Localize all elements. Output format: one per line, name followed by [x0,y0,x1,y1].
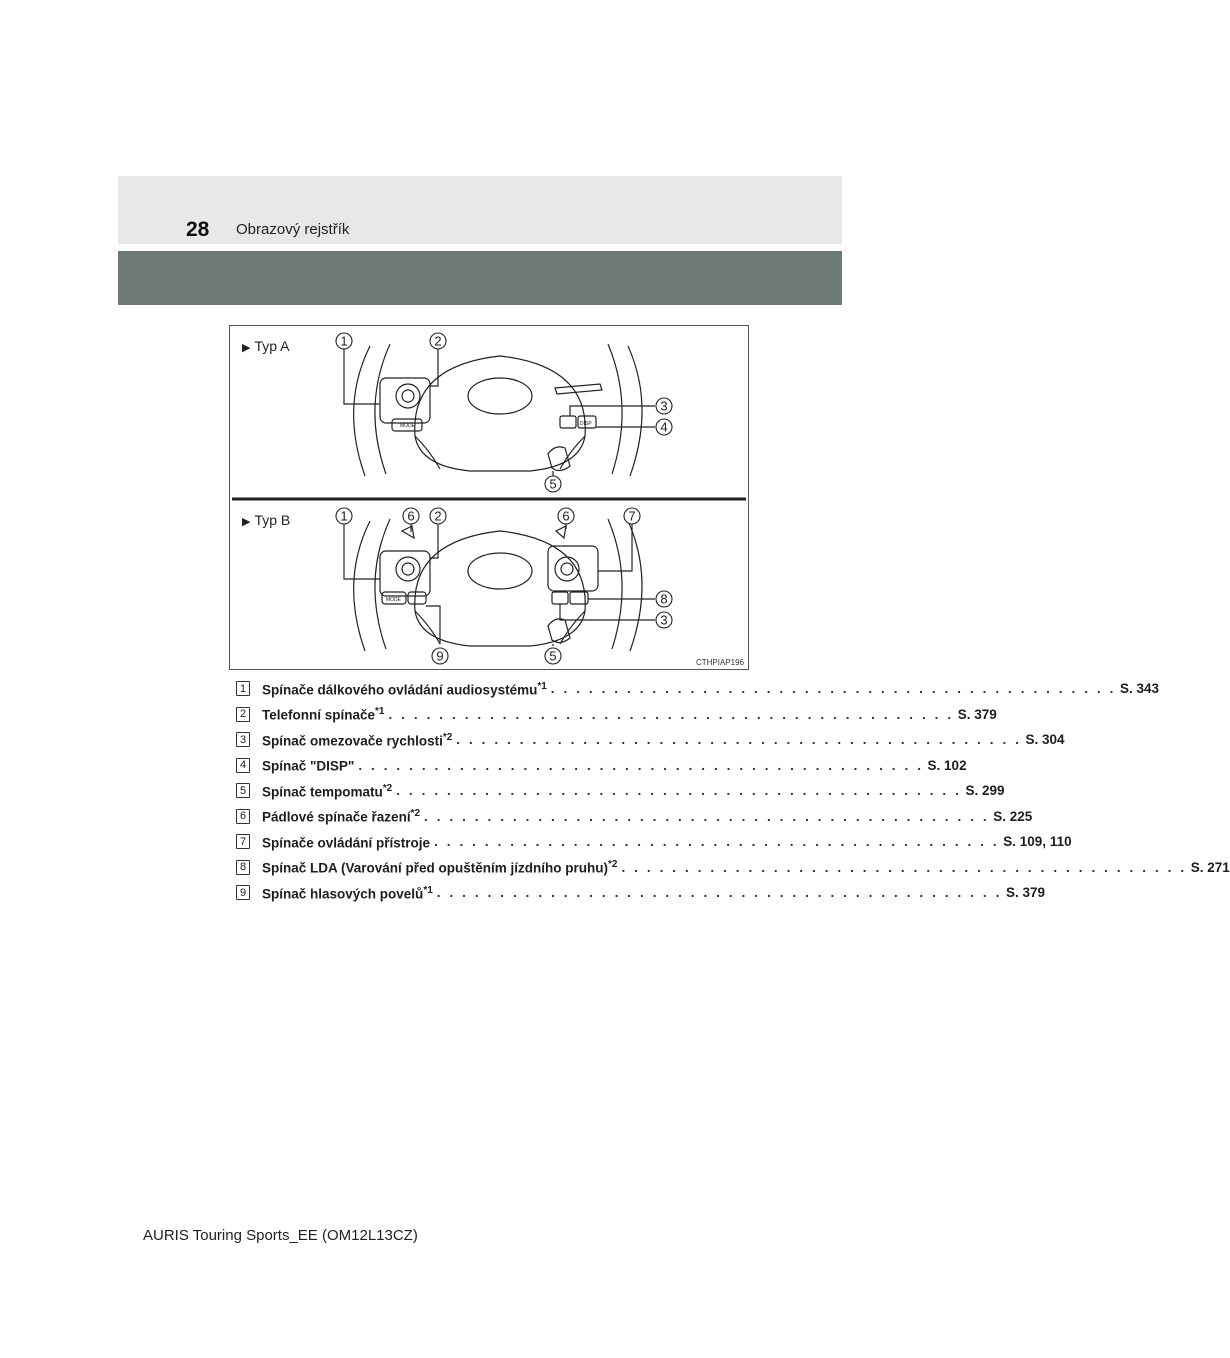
item-label: Spínač LDA (Varování před opuštěním jízdního pruhu) [262,860,609,876]
item-footnote: *2 [608,859,618,870]
svg-text:7: 7 [628,508,636,524]
svg-text:8: 8 [660,591,668,607]
steering-wheel-figure [229,325,749,670]
callout-b-6b [558,508,574,524]
leader-dots: . . . . . . . . . . . . . . . . . . . . . . . . . . . . . . . . . . . . . . . . . . . . . [396,783,962,799]
page-reference[interactable]: S. 379 [1005,885,1046,901]
item-footnote: *2 [410,808,421,819]
item-label: Spínače dálkového ovládání audiosystému [262,682,538,697]
page-reference[interactable]: S. 379 [957,706,997,722]
footer-model: AURIS Touring Sports_EE (OM12L13CZ) [143,1227,418,1244]
list-item [236,676,1160,702]
item-label: Spínač omezovače rychlosti [262,733,443,748]
list-item [236,880,1046,906]
list-item [236,829,1072,855]
item-number: 1 [236,681,250,696]
page-reference[interactable]: S. 102 [927,757,967,773]
callout-a-2 [430,333,446,349]
leader-dots: . . . . . . . . . . . . . . . . . . . . . . . . . . . . . . . . . . . . . . . . . . . . . [424,808,990,824]
item-footnote: *1 [375,706,385,717]
svg-text:1: 1 [340,333,348,349]
item-number: 7 [236,834,250,849]
item-number: 5 [236,783,250,798]
steering-wheel-illustration [230,326,748,669]
item-number: 9 [236,885,250,900]
page-reference[interactable]: S. 225 [993,808,1033,824]
svg-text:9: 9 [436,648,444,664]
leader-dots: . . . . . . . . . . . . . . . . . . . . . . . . . . . . . . . . . . . . . . . . . . . . . [456,732,1022,748]
callout-b-2 [430,508,446,524]
section-banner [118,251,842,305]
svg-text:2: 2 [434,508,442,524]
callout-b-1 [336,508,352,524]
list-item [236,778,1005,804]
page-reference[interactable]: S. 343 [1120,681,1160,697]
leader-dots: . . . . . . . . . . . . . . . . . . . . . . . . . . . . . . . . . . . . . . . . . . . . . [550,681,1117,697]
triangle-right-icon: ▶ [242,342,251,354]
mode-button-label: MODE [400,423,415,429]
svg-text:2: 2 [434,333,442,349]
item-number: 4 [236,758,250,773]
callout-b-6a [403,508,419,524]
leader-dots: . . . . . . . . . . . . . . . . . . . . . . . . . . . . . . . . . . . . . . . . . . . . . [436,885,1002,901]
svg-text:5: 5 [549,648,557,664]
section-title: Obrazový rejstřík [236,221,350,238]
item-number: 6 [236,809,250,824]
item-label: Spínač tempomatu [262,784,383,799]
svg-text:1: 1 [340,508,348,524]
callout-a-5 [545,476,561,492]
callout-b-8 [656,591,672,607]
item-footnote: *1 [423,884,433,896]
item-label: Spínač "DISP" [262,758,355,774]
disp-button-label: DISP [580,421,592,427]
page-reference[interactable]: S. 109, 110 [1003,834,1072,850]
item-number: 8 [236,860,250,875]
callout-b-5 [545,648,561,664]
list-item [236,702,997,728]
type-a-label: ▶ Typ A [242,338,290,354]
svg-text:3: 3 [660,398,668,414]
leader-dots: . . . . . . . . . . . . . . . . . . . . . . . . . . . . . . . . . . . . . . . . . . . . . [621,859,1187,875]
svg-text:6: 6 [407,508,415,524]
svg-text:5: 5 [549,476,557,492]
leader-dots: . . . . . . . . . . . . . . . . . . . . . . . . . . . . . . . . . . . . . . . . . . . . . [434,834,1000,850]
item-footnote: *2 [382,782,393,794]
list-item [236,804,1033,830]
list-item [236,753,967,779]
callout-b-7 [624,508,640,524]
item-number: 2 [236,707,250,722]
callout-a-3 [656,398,672,414]
item-number: 3 [236,732,250,747]
svg-text:4: 4 [660,419,668,435]
type-b-label: ▶ Typ B [242,512,291,528]
switch-index-list [236,676,1230,906]
header-band [118,176,842,244]
svg-text:6: 6 [562,508,570,524]
item-footnote: *2 [442,731,453,743]
page-number: 28 [186,218,210,241]
triangle-right-icon: ▶ [242,516,251,528]
callout-b-3 [656,612,672,628]
page-reference[interactable]: S. 299 [965,783,1005,799]
figure-code: CTHPIAP196 [695,658,744,667]
item-label: Telefonní spínače [262,707,376,723]
list-item [236,855,1230,881]
page-reference[interactable]: S. 271 [1190,859,1230,875]
mode-button-label-b: MODE [386,597,401,603]
callout-a-1 [336,333,352,349]
list-item [236,727,1065,753]
item-label: Spínače ovládání přístroje [262,835,431,850]
leader-dots: . . . . . . . . . . . . . . . . . . . . . . . . . . . . . . . . . . . . . . . . . . . . . [358,757,924,773]
leader-dots: . . . . . . . . . . . . . . . . . . . . . . . . . . . . . . . . . . . . . . . . . . . . . [388,706,954,722]
callout-b-9 [432,648,448,664]
item-label: Pádlové spínače řazení [262,809,411,825]
item-footnote: *1 [537,680,547,692]
page-reference[interactable]: S. 304 [1025,732,1065,748]
svg-text:3: 3 [660,612,668,628]
item-label: Spínač hlasových povelů [262,886,424,901]
callout-a-4 [656,419,672,435]
